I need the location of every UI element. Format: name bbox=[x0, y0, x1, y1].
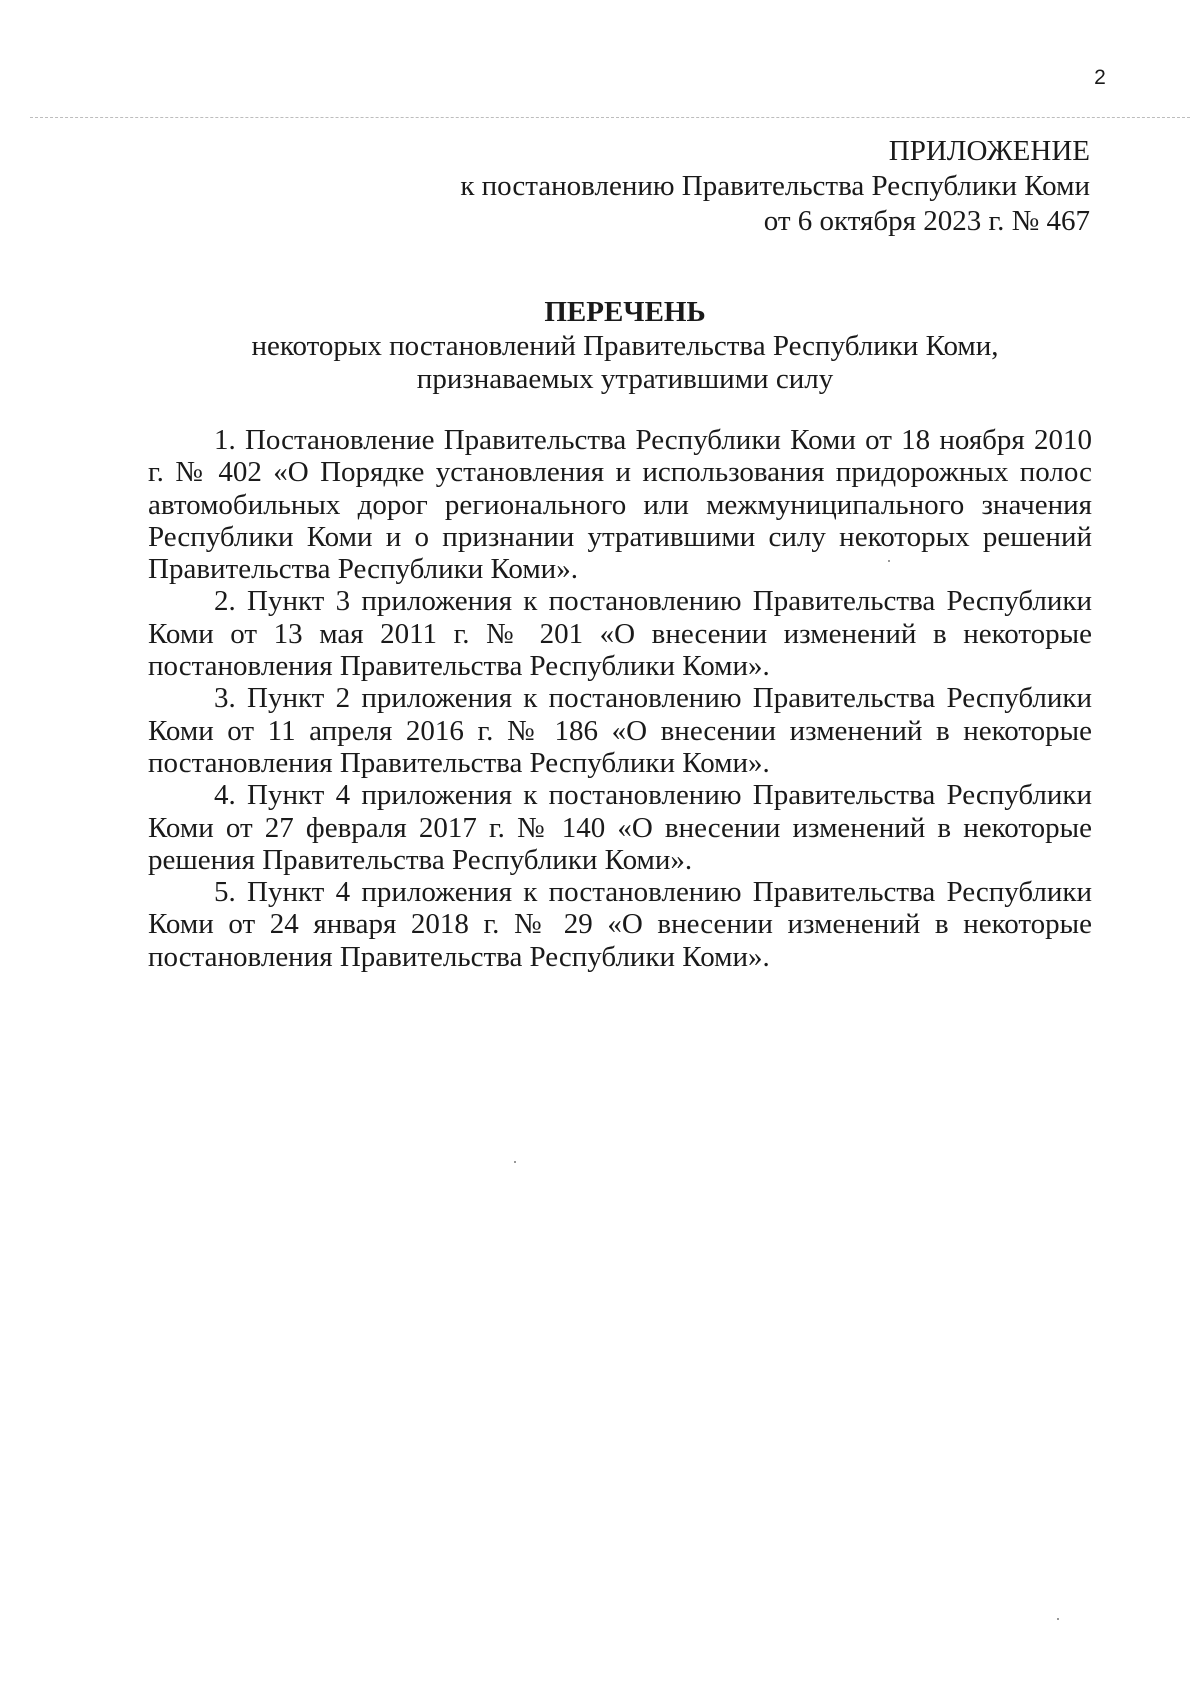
document-subtitle-line2: признаваемых утратившими силу bbox=[416, 363, 834, 395]
items-list bbox=[148, 424, 1092, 973]
list-item: 1. Постановление Правительства Республики Коми от 18 ноября 2010 г. № 402 «О Порядке установления и использования придорожных полос автомобильных дорог регионального или межмуниципального значения Республики Коми и о признании утратившими силу некоторых решений Правительства Республики Коми». bbox=[148, 424, 1092, 586]
document-heading bbox=[150, 294, 1100, 396]
page-number: 2 bbox=[1094, 66, 1106, 89]
list-item: 3. Пункт 2 приложения к постановлению Правительства Республики Коми от 11 апреля 2016 г. № 186 «О внесении изменений в некоторые постановления Правительства Республики Коми». bbox=[148, 682, 1092, 779]
list-item: 4. Пункт 4 приложения к постановлению Правительства Республики Коми от 27 февраля 2017 г. № 140 «О внесении изменений в некоторые решения Правительства Республики Коми». bbox=[148, 779, 1092, 876]
list-item: 5. Пункт 4 приложения к постановлению Правительства Республики Коми от 24 января 2018 г. № 29 «О внесении изменений в некоторые постановления Правительства Республики Коми». bbox=[148, 876, 1092, 973]
scan-artifact-line bbox=[30, 117, 1190, 118]
scan-speck bbox=[888, 560, 890, 562]
scan-speck bbox=[1057, 1618, 1059, 1620]
document-title: ПЕРЕЧЕНЬ bbox=[544, 296, 706, 328]
appendix-title: ПРИЛОЖЕНИЕ bbox=[888, 135, 1090, 167]
list-item: 2. Пункт 3 приложения к постановлению Правительства Республики Коми от 13 мая 2011 г. № 201 «О внесении изменений в некоторые постановления Правительства Республики Коми». bbox=[148, 585, 1092, 683]
appendix-reference: к постановлению Правительства Республики Коми bbox=[460, 170, 1090, 202]
appendix-block bbox=[420, 134, 1090, 239]
document-subtitle-line1: некоторых постановлений Правительства Республики Коми, bbox=[251, 330, 999, 362]
scan-speck bbox=[514, 1161, 516, 1163]
appendix-date-number: от 6 октября 2023 г. № 467 bbox=[763, 205, 1090, 237]
